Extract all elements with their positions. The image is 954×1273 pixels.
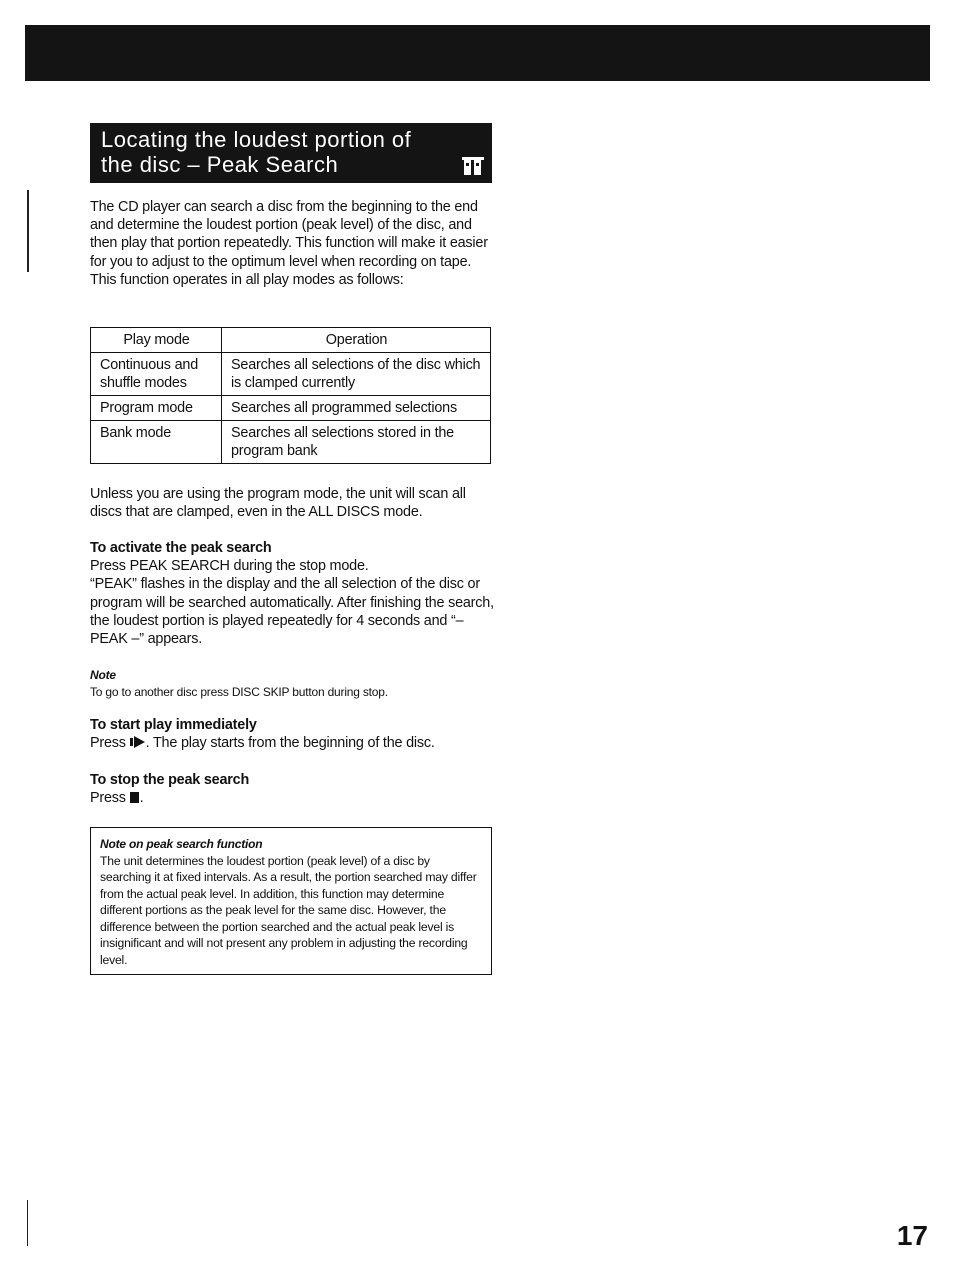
- table-row: [91, 396, 491, 421]
- note-label: Note: [90, 668, 116, 682]
- stop-search-text: [90, 789, 495, 807]
- start-play-section: [90, 716, 495, 752]
- table-cell: Program mode: [91, 396, 222, 421]
- section-title-line2: the disc – Peak Search: [101, 152, 339, 177]
- stop-search-heading: To stop the peak search: [90, 772, 250, 788]
- intro-paragraph: The CD player can search a disc from the beginning to the end and determine the loudest portion (peak level) of the disc, and then play that portion repeatedly. This function will make it easier for you to adjust to the optimum level when recording on tape.: [90, 199, 488, 270]
- activate-section: [90, 539, 495, 648]
- table-header: Play mode: [91, 328, 222, 353]
- start-play-rest: . The play starts from the beginning of the disc.: [145, 735, 435, 752]
- stop-search-rest: .: [139, 790, 144, 807]
- play-icon: [130, 736, 146, 748]
- play-mode-table-container: [90, 327, 495, 464]
- table-cell: Searches all programmed selections: [222, 396, 491, 421]
- margin-mark: [27, 190, 29, 272]
- intro-paragraph-2: This function operates in all play modes as follows:: [90, 271, 404, 288]
- stop-search-section: [90, 771, 495, 807]
- activate-instruction: Press PEAK SEARCH during the stop mode.: [90, 558, 369, 575]
- remote-control-icon: [462, 155, 484, 177]
- table-row: [91, 353, 491, 396]
- note-box-label: Note on peak search function: [100, 837, 263, 851]
- scan-info-text: Unless you are using the program mode, the unit will scan all discs that are clamped, even in the ALL DISCS mode.: [90, 486, 466, 521]
- press-word: Press: [90, 735, 126, 752]
- table-header-row: [91, 328, 491, 353]
- activate-description: “PEAK” flashes in the display and the all selection of the disc or program will be searched automatically. After finishing the search, the loudest portion is played repeatedly for 4 seconds and “– PEAK –” appears.: [90, 576, 494, 648]
- table-cell: Continuous and shuffle modes: [91, 353, 222, 396]
- table-cell: Searches all selections of the disc which is clamped currently: [222, 353, 491, 396]
- table-cell: Bank mode: [91, 421, 222, 464]
- scan-info: [90, 485, 495, 521]
- start-play-heading: To start play immediately: [90, 717, 257, 733]
- page-number: 17: [896, 1220, 928, 1251]
- note-box-text: The unit determines the loudest portion (peak level) of a disc by searching it at fixed intervals. As a result, the portion searched may differ from the actual peak level. In addition, this function may determine different portions as the peak level for the same disc. However, the difference between the portion searched and the actual peak level is insignificant and will not present any problem in adjusting the recording level.: [100, 853, 477, 967]
- table-row: [91, 421, 491, 464]
- note-section: [90, 666, 495, 700]
- intro: [90, 198, 495, 289]
- play-mode-table: [90, 327, 491, 464]
- table-cell: Searches all selections stored in the program bank: [222, 421, 491, 464]
- margin-mark: [27, 1200, 28, 1246]
- activate-heading: To activate the peak search: [90, 540, 272, 556]
- start-play-text: [90, 734, 495, 752]
- peak-search-note-box: [90, 827, 492, 975]
- section-title-line1: Locating the loudest portion of: [101, 127, 412, 152]
- note-text: To go to another disc press DISC SKIP button during stop.: [90, 685, 388, 700]
- header-bar: [25, 25, 930, 81]
- section-title: [90, 123, 492, 183]
- press-word: Press: [90, 790, 126, 807]
- stop-icon: [130, 792, 140, 803]
- table-header: Operation: [222, 328, 491, 353]
